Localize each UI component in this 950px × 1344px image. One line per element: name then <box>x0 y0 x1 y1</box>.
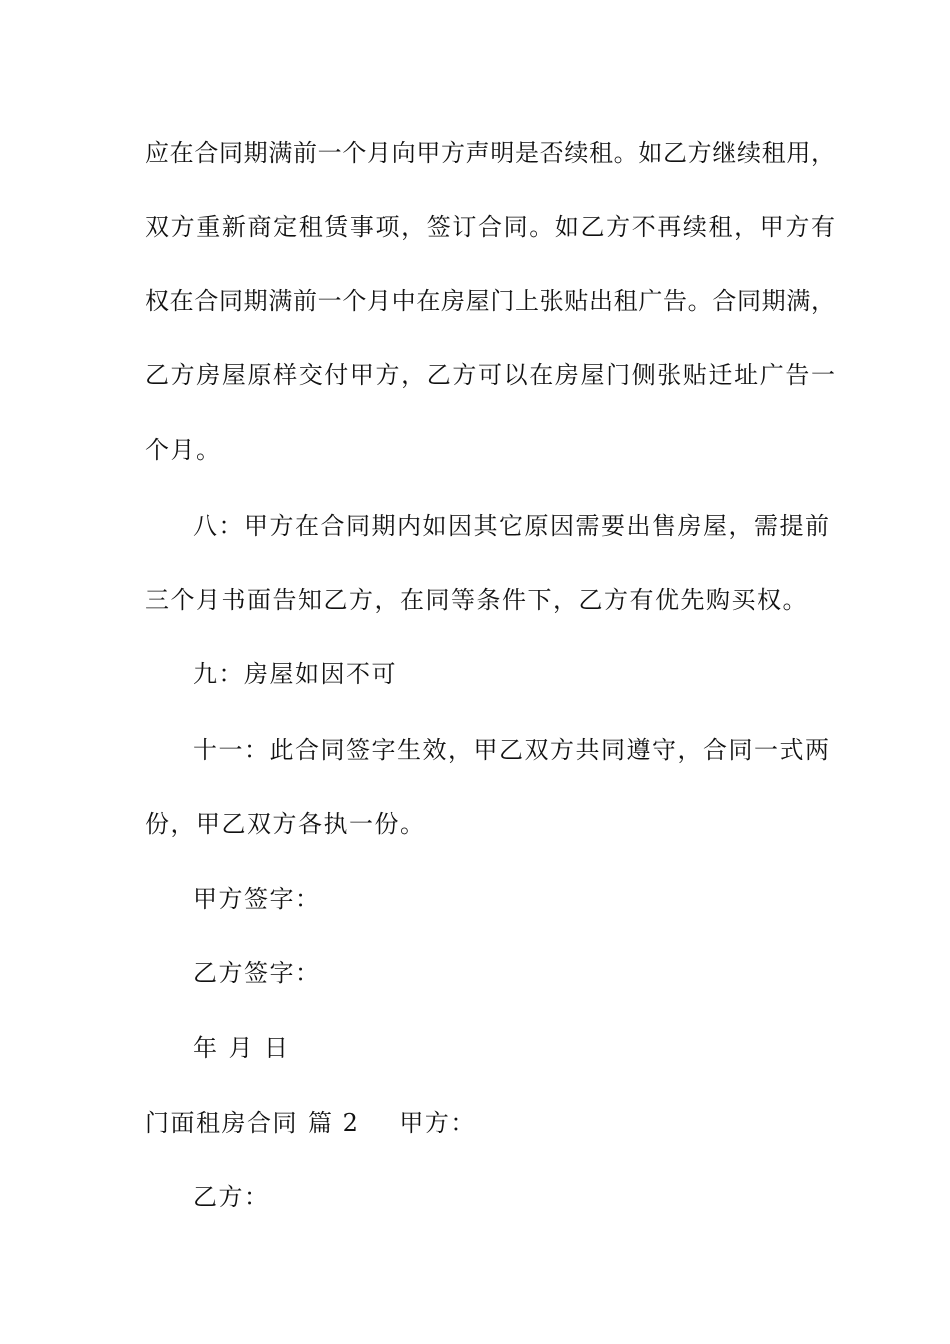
date-month: 月 <box>228 1034 254 1062</box>
paragraph-line: 份，甲乙双方各执一份。 <box>145 810 426 838</box>
party-a-signature-label: 甲方签字： <box>193 885 321 913</box>
paragraph-line: 乙方房屋原样交付甲方，乙方可以在房屋门侧张贴迁址广告一 <box>145 361 835 389</box>
contract-title: 门面租房合同 <box>145 1109 298 1137</box>
paragraph-line: 双方重新商定租赁事项，签订合同。如乙方不再续租，甲方有 <box>145 213 835 241</box>
paragraph-line: 权在合同期满前一个月中在房屋门上张贴出租广告。合同期满， <box>145 287 835 315</box>
paragraph-line: 三个月书面告知乙方，在同等条件下，乙方有优先购买权。 <box>145 586 808 614</box>
clause-nine: 九：房屋如因不可 <box>193 660 397 688</box>
clause-eleven: 十一：此合同签字生效，甲乙双方共同遵守，合同一式两 <box>193 736 831 764</box>
clause-eight: 八：甲方在合同期内如因其它原因需要出售房屋，需提前 <box>193 512 831 540</box>
party-b-signature-label: 乙方签字： <box>193 959 321 987</box>
date-year: 年 <box>193 1034 219 1062</box>
party-b-label: 乙方： <box>193 1183 270 1211</box>
paragraph-line: 应在合同期满前一个月向甲方声明是否续租。如乙方继续租用， <box>145 139 835 167</box>
date-day: 日 <box>264 1034 290 1062</box>
contract-section: 篇 2 <box>308 1109 360 1137</box>
paragraph-line: 个月。 <box>145 436 222 464</box>
date-line <box>193 1033 290 1063</box>
contract-heading <box>145 1108 476 1138</box>
party-a-label: 甲方： <box>399 1109 476 1137</box>
